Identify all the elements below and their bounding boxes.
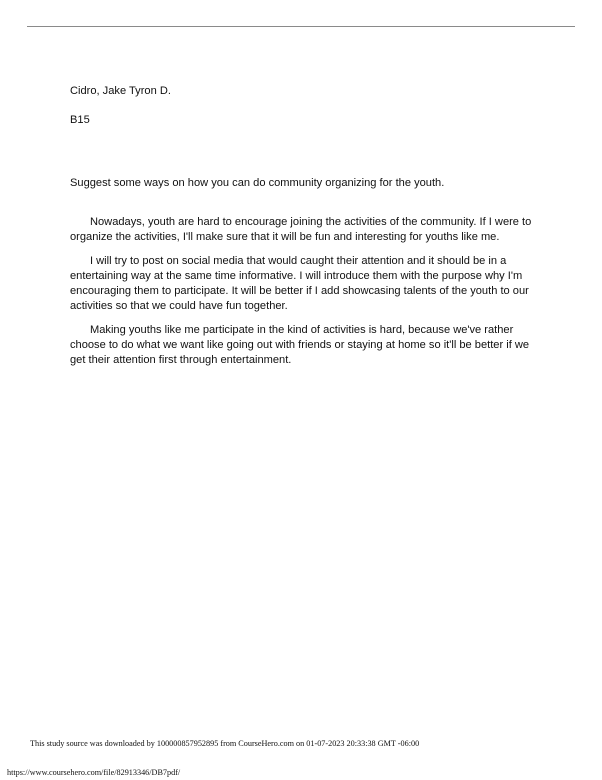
- author-name: Cidro, Jake Tyron D.: [70, 85, 171, 97]
- document-body: [70, 84, 535, 377]
- top-divider: [27, 26, 575, 27]
- answer-paragraph: Making youths like me participate in the kind of activities is hard, because we've rather choose to do what we want like going out with friends or staying at home so it'll be better if we get their attention first through entertainment.: [70, 324, 530, 366]
- section-code: B15: [70, 114, 90, 126]
- source-url-link[interactable]: https://www.coursehero.com/file/82913346/DB7pdf/: [7, 768, 181, 777]
- question-prompt: Suggest some ways on how you can do community organizing for the youth.: [70, 177, 445, 189]
- download-notice: This study source was downloaded by 100000857952895 from CourseHero.com on 01-07-2023 20:33:38 GMT -06:00: [30, 739, 420, 748]
- answer-paragraph: I will try to post on social media that would caught their attention and it should be in a entertaining way at the same time informative. I will introduce them with the purpose why I'm encouraging them to participate. It will be better if I add showcasing talents of the youth to our activities so that we could have fun together.: [70, 255, 529, 312]
- answer-paragraph: Nowadays, youth are hard to encourage joining the activities of the community. If I were to organize the activities, I'll make sure that it will be fun and interesting for youths like me.: [70, 216, 532, 243]
